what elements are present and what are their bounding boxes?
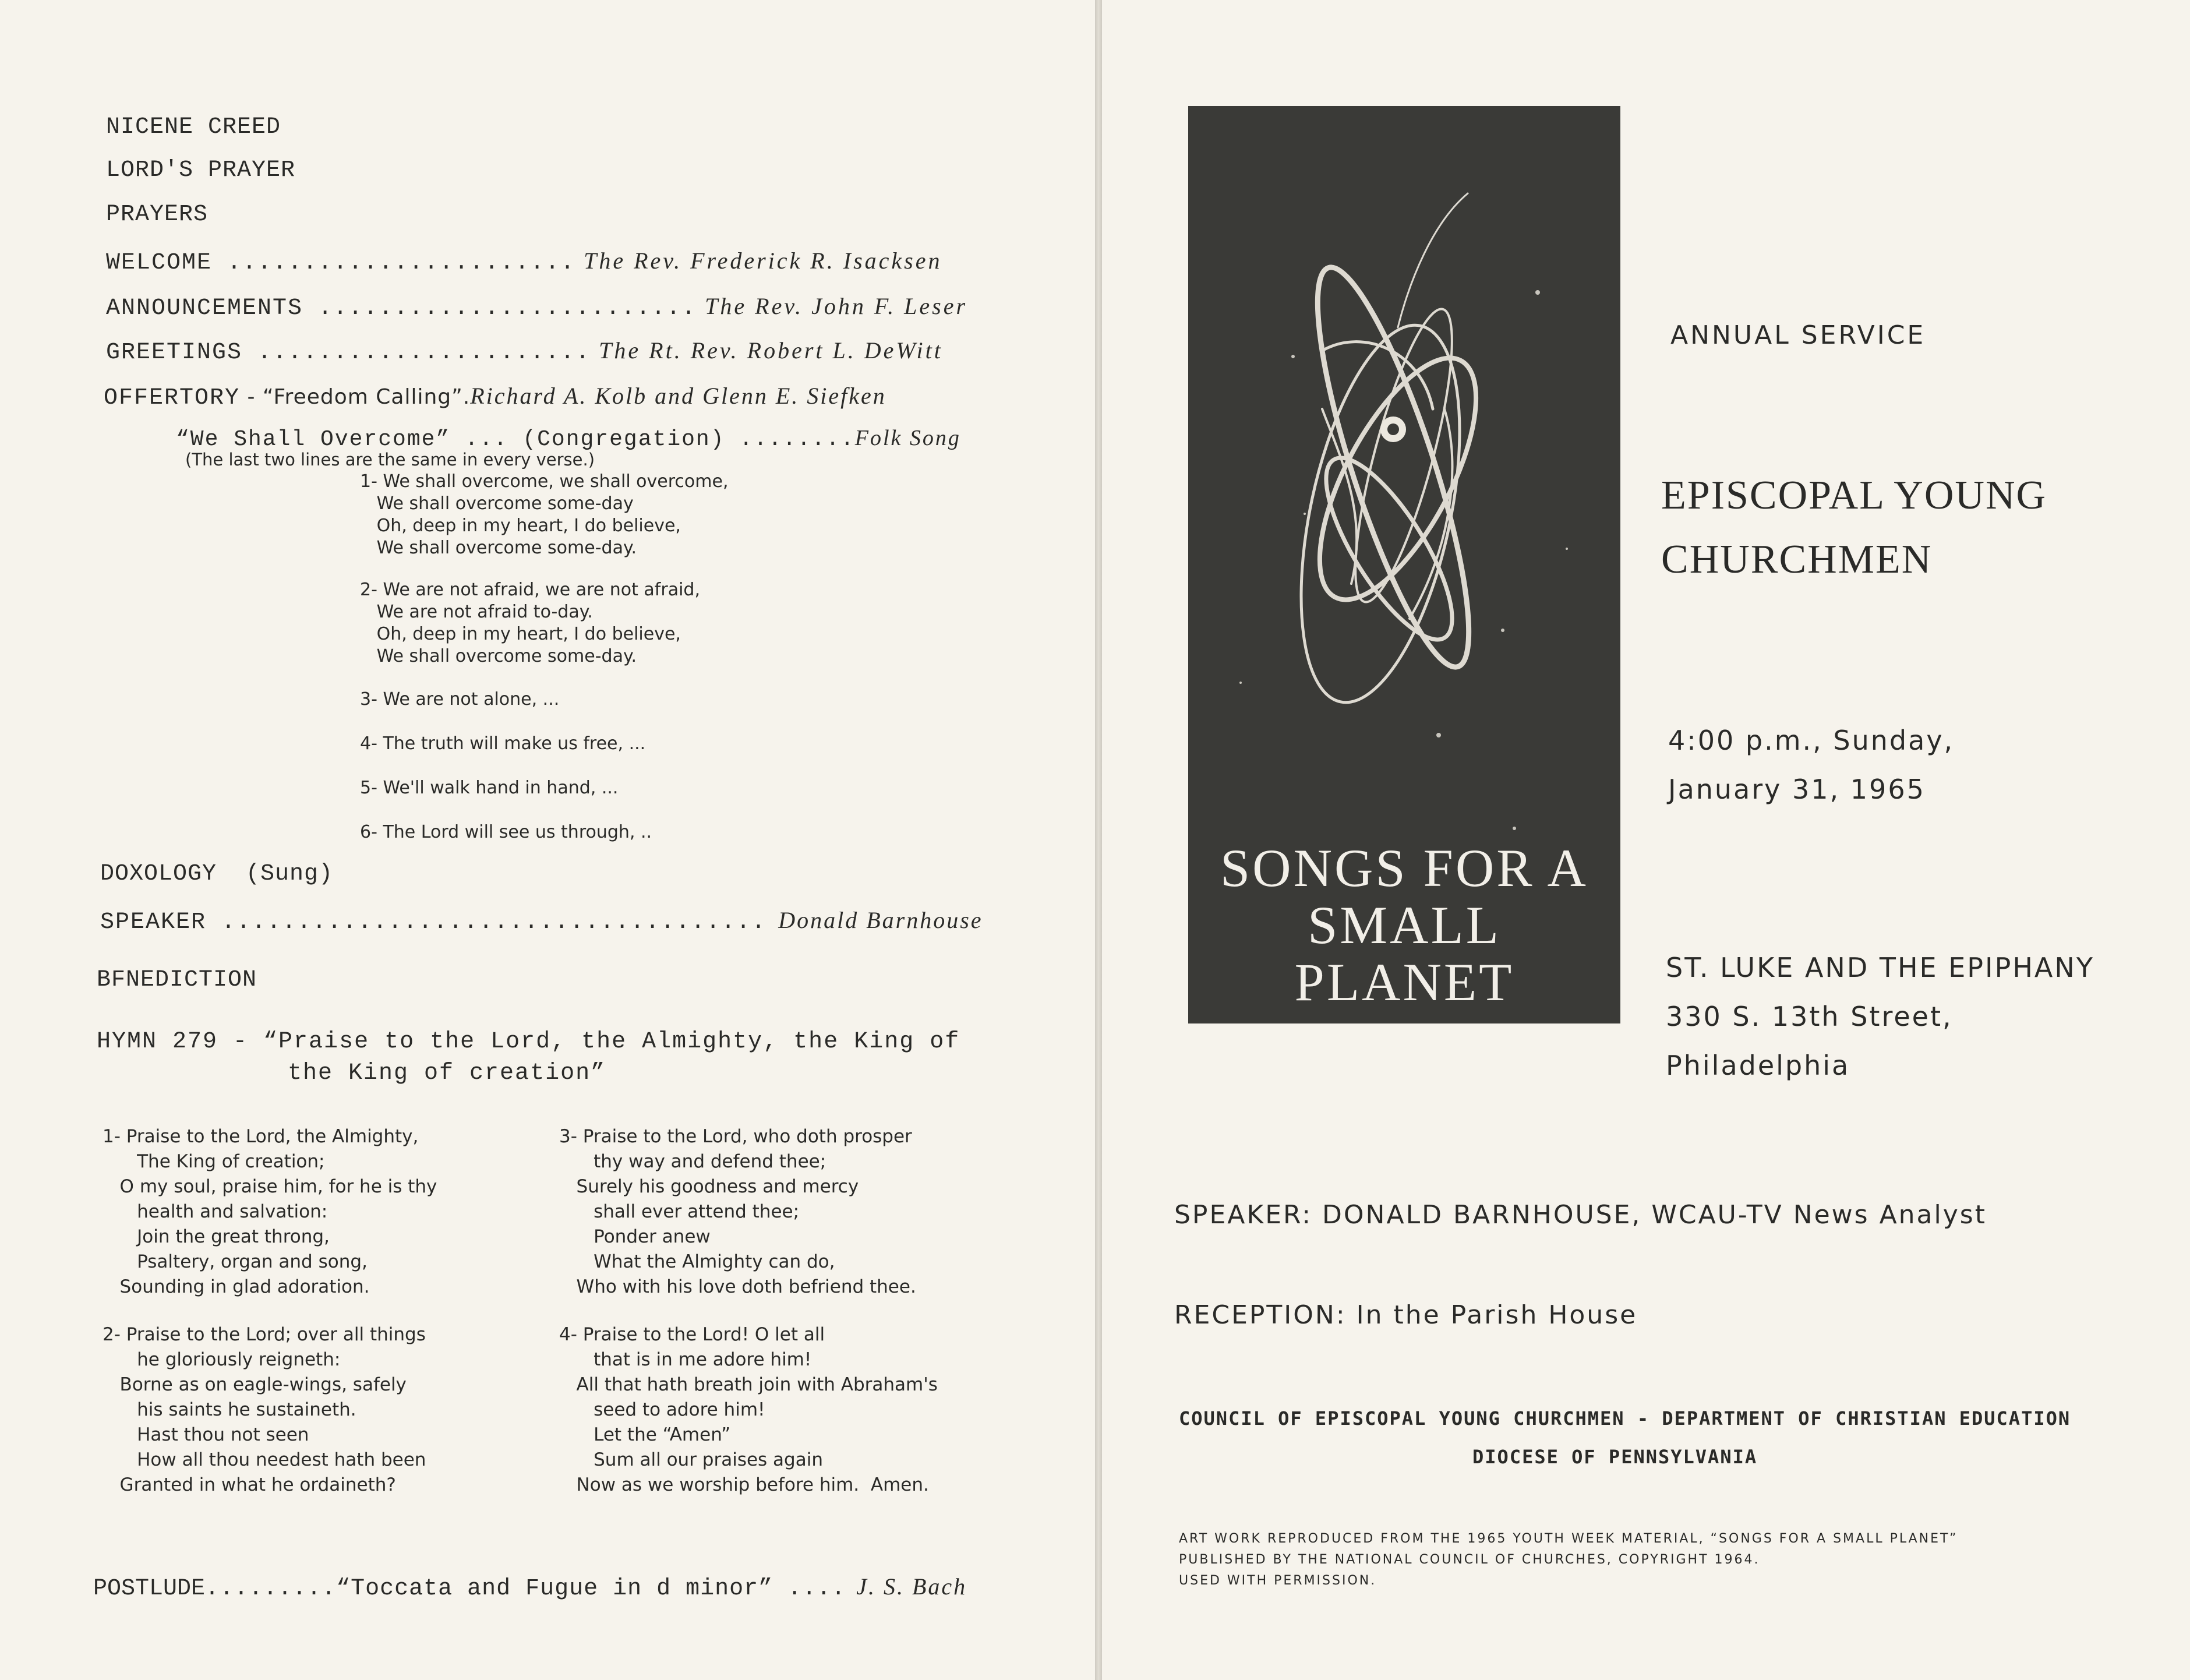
verse-line: We shall overcome some-day [360,493,634,514]
song-note: (The last two lines are the same in every verse.) [185,450,595,470]
speaker-label: SPEAKER [100,909,207,936]
service-time: 4:00 p.m., Sunday, [1668,725,1955,756]
song-verse-3: 3- We are not alone, ... [360,689,560,710]
hymn-line: What the Almighty can do, [559,1251,835,1272]
nicene-creed: NICENE CREED [106,114,281,140]
song-type: Folk Song [854,426,961,450]
hymn-line: Let the “Amen” [559,1424,731,1445]
offertory-person: Richard A. Kolb and Glenn E. Siefken [470,383,886,409]
hymn-line: Who with his love doth befriend thee. [559,1276,916,1297]
offertory-title: - “Freedom Calling”. [240,385,471,409]
hymn-line: Hast thou not seen [103,1424,309,1445]
song-title-line [176,425,961,452]
announcements-person: The Rev. John F. Leser [697,293,968,319]
hymn-title-1: HYMN 279 - “Praise to the Lord, the Almighty, the King of [97,1029,960,1055]
hymn-line: Join the great throng, [103,1226,330,1247]
hymn-line: Sum all our praises again [559,1449,823,1470]
hymn-line: shall ever attend thee; [559,1201,800,1222]
verse-line: We shall overcome some-day. [360,646,637,666]
hymn-line: Ponder anew [559,1226,711,1247]
hymn-line: Borne as on eagle-wings, safely [103,1374,407,1395]
hymn-line: O my soul, praise him, for he is thy [103,1176,437,1197]
cover-art-title: SONGS FOR A SMALL PLANET [1220,838,1588,1012]
council-line-2: DIOCESE OF PENNSYLVANIA [1472,1446,1758,1468]
offertory-line [104,382,886,411]
postlude-text: .........“Toccata and Fugue in d minor” .... [205,1576,846,1602]
service-date: January 31, 1965 [1668,774,1926,805]
announcements-line [106,292,967,322]
welcome-person: The Rev. Frederick R. Isacksen [575,248,942,274]
verse-line: Oh, deep in my heart, I do believe, [360,624,681,644]
org-name-line-1: EPISCOPAL YOUNG [1661,473,2047,518]
hymn-line: seed to adore him! [559,1399,765,1420]
verse-line: 2- We are not afraid, we are not afraid, [360,580,701,600]
hymn-line: health and salvation: [103,1201,328,1222]
hymn-stanza-1 [103,1124,437,1300]
hymn-line: he gloriously reigneth: [103,1349,341,1370]
hymn-line: Now as we worship before him. Amen. [559,1474,929,1495]
hymn-line: 4- Praise to the Lord! O let all [559,1324,825,1345]
hymn-line: How all thou needest hath been [103,1449,426,1470]
welcome-line [106,247,942,276]
benediction: BFNEDICTION [97,967,257,993]
welcome-dots: ....................... [212,250,576,276]
song-verse-4: 4- The truth will make us free, ... [360,733,646,754]
org-name-line-2: CHURCHMEN [1661,537,1933,582]
lords-prayer: LORD'S PRAYER [106,157,296,183]
hymn-stanza-4 [559,1322,938,1498]
postlude-label: POSTLUDE [93,1576,206,1602]
hymn-line: Sounding in glad adoration. [103,1276,370,1297]
postlude-composer: J. S. Bach [856,1573,967,1600]
song-verse-6: 6- The Lord will see us through, .. [360,822,652,842]
verse-line: We are not afraid to-day. [360,602,593,622]
cover-artwork [1188,106,1620,1023]
announcements-dots: ......................... [303,295,697,322]
verse-line: Oh, deep in my heart, I do believe, [360,516,681,536]
council-line-1: COUNCIL OF EPISCOPAL YOUNG CHURCHMEN - DEPARTMENT OF CHRISTIAN EDUCATION [1179,1407,2071,1430]
annual-service: ANNUAL SERVICE [1670,320,1926,350]
greetings-label: GREETINGS [106,340,243,366]
church-street: 330 S. 13th Street, [1666,1001,1953,1032]
hymn-line: 3- Praise to the Lord, who doth prosper [559,1126,912,1147]
credit-line-2: PUBLISHED BY THE NATIONAL COUNCIL OF CHURCHES, COPYRIGHT 1964. [1179,1552,1760,1567]
hymn-line: Granted in what he ordaineth? [103,1474,396,1495]
hymn-line: 2- Praise to the Lord; over all things [103,1324,426,1345]
greetings-person: The Rt. Rev. Robert L. DeWitt [591,337,943,363]
church-city: Philadelphia [1666,1050,1850,1081]
hymn-title-2: the King of creation” [288,1060,606,1086]
speaker-name: Donald Barnhouse [778,907,983,933]
offertory-label: OFFERTORY [104,385,241,411]
welcome-label: WELCOME [106,250,213,276]
speaker-line [100,906,983,936]
greetings-dots: ...................... [242,340,591,366]
speaker-info: SPEAKER: DONALD BARNHOUSE, WCAU-TV News Analyst [1174,1200,1987,1230]
verse-line: We shall overcome some-day. [360,538,637,558]
speaker-dots: .................................... [206,909,767,936]
hymn-line: 1- Praise to the Lord, the Almighty, [103,1126,419,1147]
hymn-line: Surely his goodness and mercy [559,1176,859,1197]
verse-line: 1- We shall overcome, we shall overcome, [360,471,729,492]
prayers: PRAYERS [106,202,209,228]
song-verse-5: 5- We'll walk hand in hand, ... [360,778,619,798]
reception-info: RECEPTION: In the Parish House [1174,1300,1638,1330]
credit-line-3: USED WITH PERMISSION. [1179,1573,1377,1588]
hymn-line: Psaltery, organ and song, [103,1251,368,1272]
song-title: “We Shall Overcome” ... (Congregation) ........ [176,427,855,452]
page-fold [1095,0,1102,1680]
hymn-stanza-2 [103,1322,426,1498]
doxology: DOXOLOGY (Sung) [100,861,334,887]
hymn-line: thy way and defend thee; [559,1151,826,1172]
hymn-line: All that hath breath join with Abraham's [559,1374,938,1395]
hymn-line: The King of creation; [103,1151,325,1172]
announcements-label: ANNOUNCEMENTS [106,295,303,322]
credit-line-1: ART WORK REPRODUCED FROM THE 1965 YOUTH WEEK MATERIAL, “SONGS FOR A SMALL PLANET” [1179,1531,1958,1546]
song-verse-1 [360,471,729,559]
hymn-stanza-3 [559,1124,916,1300]
church-name: ST. LUKE AND THE EPIPHANY [1666,952,2094,983]
postlude-line [93,1573,967,1602]
hymn-line: that is in me adore him! [559,1349,812,1370]
greetings-line [106,337,943,366]
hymn-line: his saints he sustaineth. [103,1399,356,1420]
song-verse-2 [360,579,700,668]
